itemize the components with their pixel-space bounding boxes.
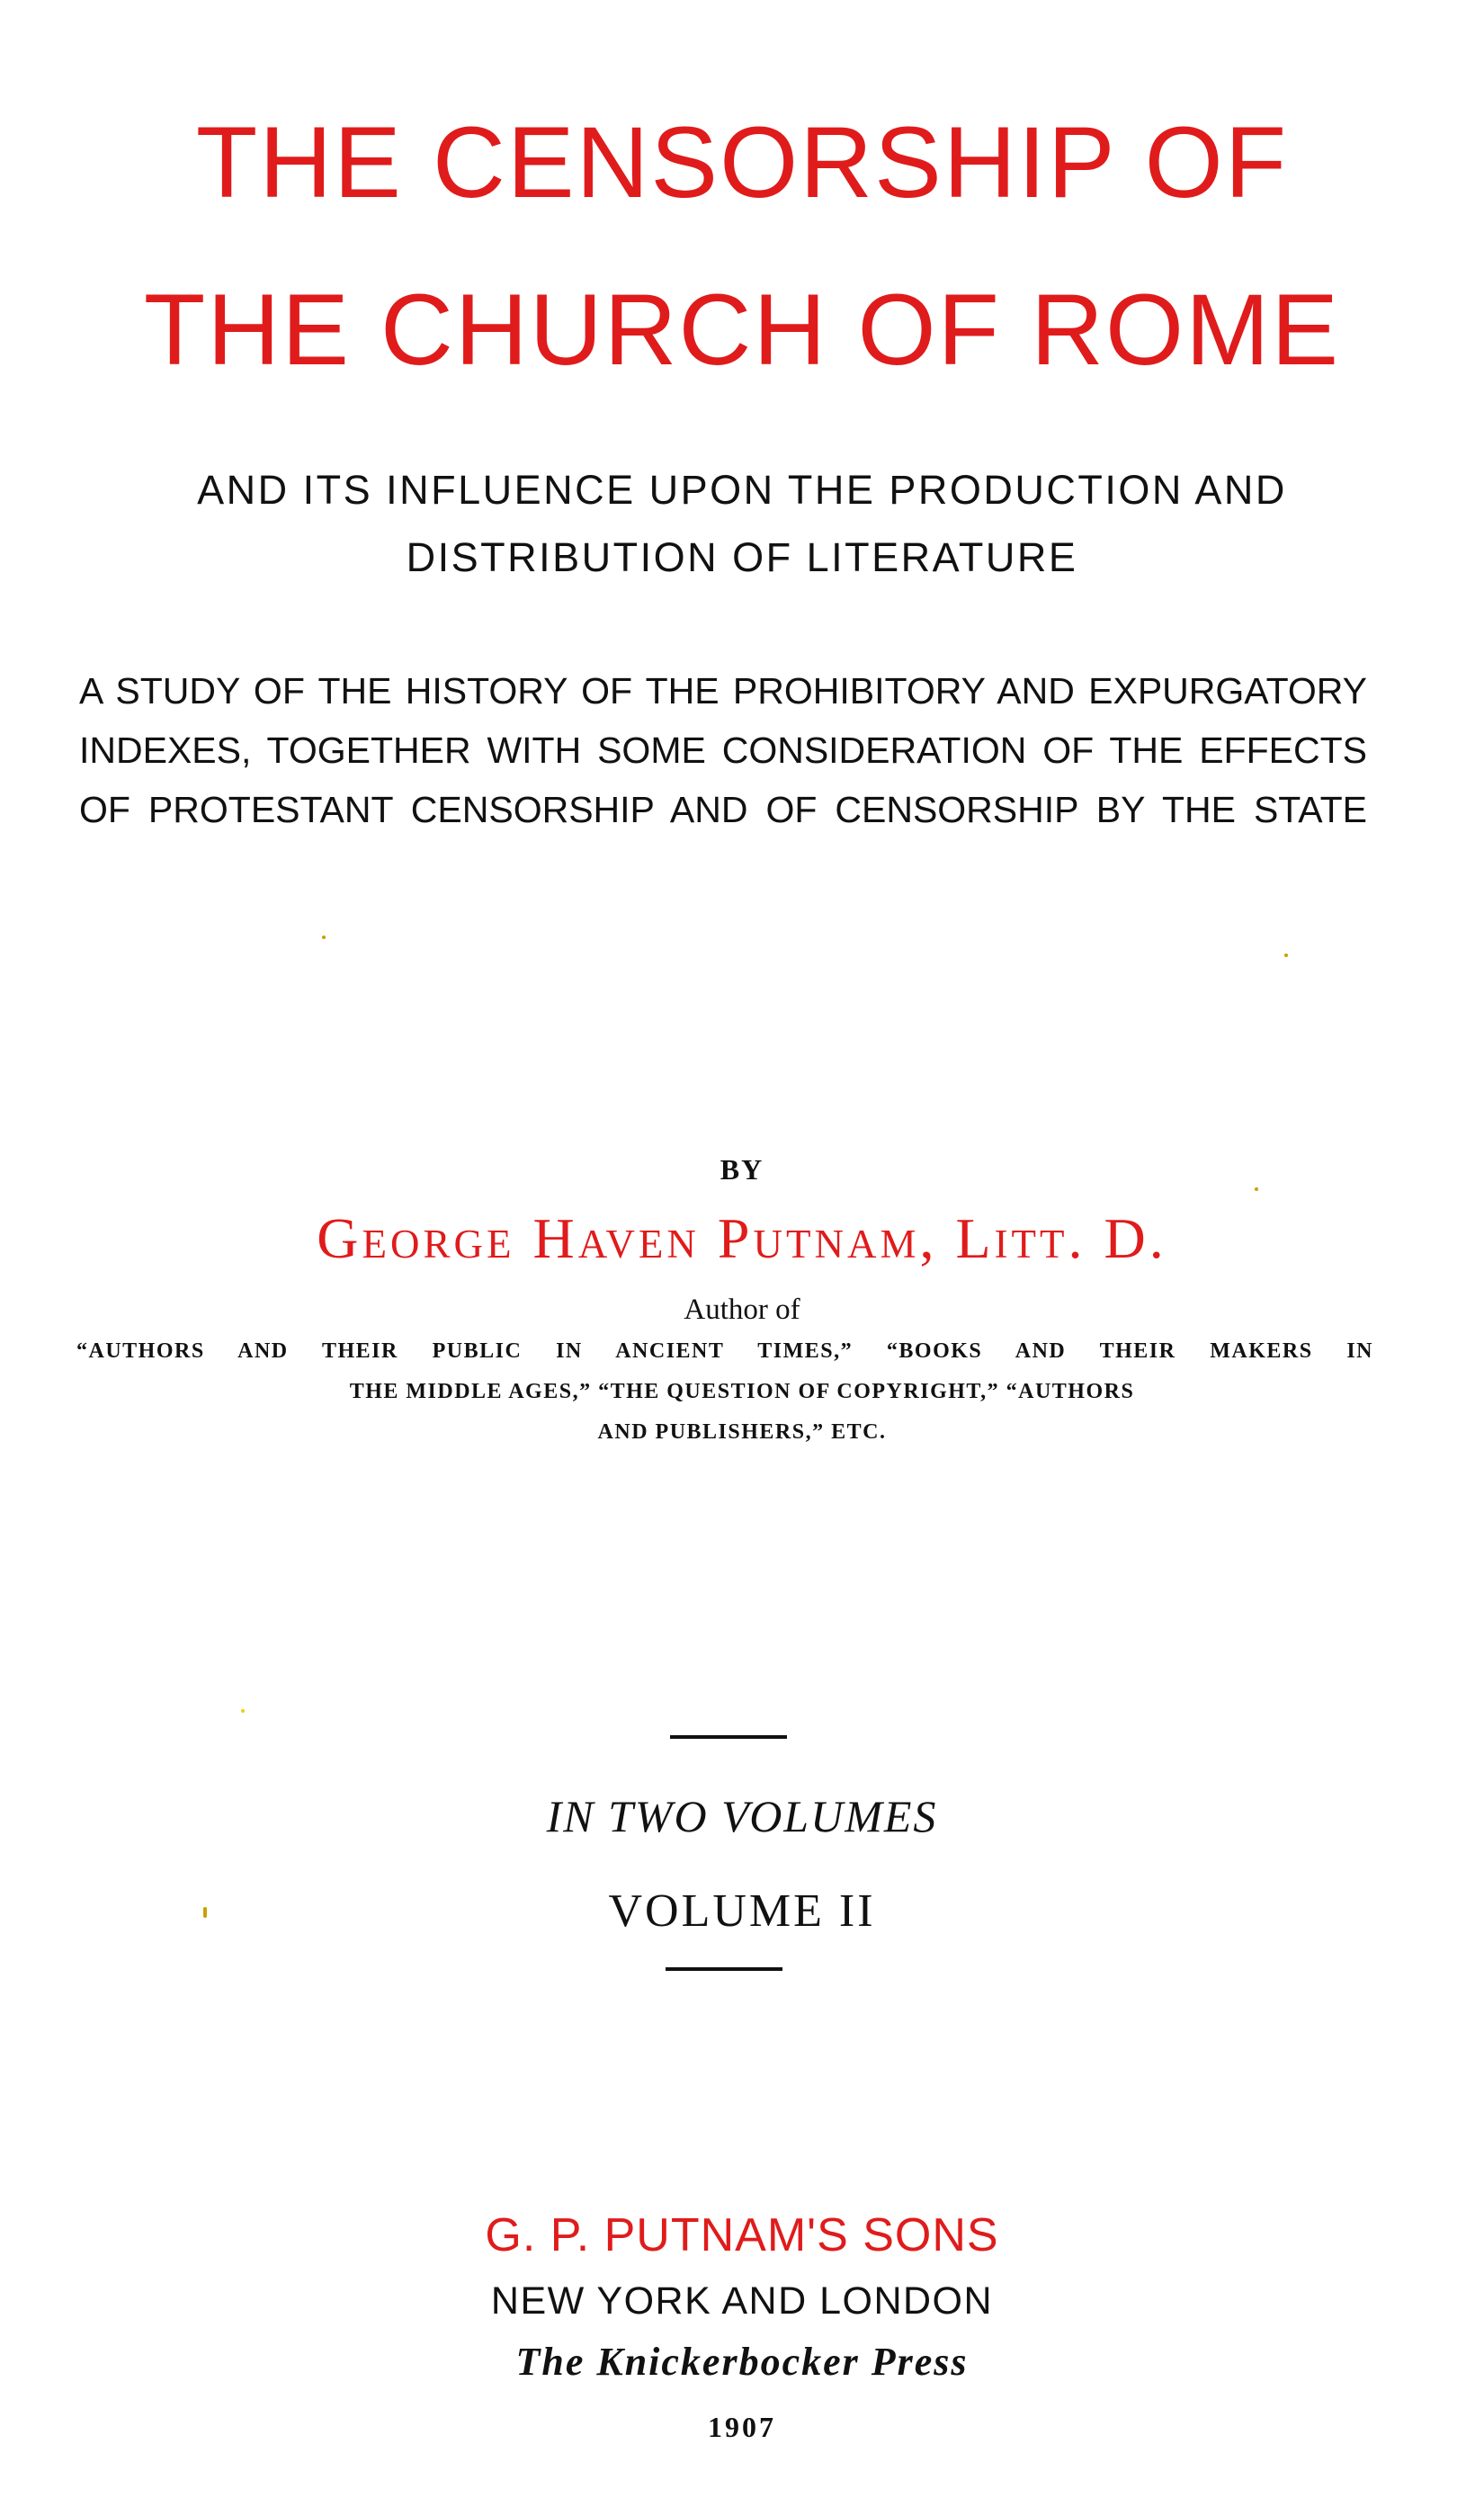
paper-speck <box>203 1907 207 1918</box>
paper-speck <box>322 936 326 939</box>
by-label: BY <box>720 1153 764 1186</box>
works-line-1: “AUTHORS AND THEIR PUBLIC IN ANCIENT TIMES,” “BOOKS AND THEIR MAKERS IN <box>76 1339 1373 1363</box>
publisher-name: G. P. PUTNAM'S SONS <box>485 2209 999 2261</box>
volume-number: VOLUME II <box>608 1885 876 1937</box>
author-of-label: Author of <box>684 1294 800 1326</box>
divider-rule-bottom <box>666 1967 782 1971</box>
author-name: George Haven Putnam, Litt. D. <box>317 1206 1167 1270</box>
study-line-3: OF PROTESTANT CENSORSHIP AND OF CENSORSHIP BY THE STATE <box>79 789 1367 830</box>
paper-speck <box>1284 954 1288 957</box>
study-line-1: A STUDY OF THE HISTORY OF THE PROHIBITORY AND EXPURGATORY <box>79 670 1367 712</box>
subtitle-line-1: AND ITS INFLUENCE UPON THE PRODUCTION AND <box>197 467 1287 513</box>
works-line-2: THE MIDDLE AGES,” “THE QUESTION OF COPYRIGHT,” “AUTHORS <box>349 1380 1135 1403</box>
works-line-3: AND PUBLISHERS,” ETC. <box>597 1420 887 1444</box>
divider-rule-top <box>670 1735 787 1739</box>
subtitle-line-2: DISTRIBUTION OF LITERATURE <box>406 534 1078 580</box>
paper-speck <box>241 1709 245 1713</box>
title-line-1: THE CENSORSHIP OF <box>195 106 1289 219</box>
press-name: The Knickerbocker Press <box>515 2340 969 2384</box>
title-line-2: THE CHURCH OF ROME <box>143 273 1341 386</box>
paper-speck <box>1255 1187 1258 1191</box>
volume-set-label: IN TWO VOLUMES <box>546 1791 938 1841</box>
publication-year: 1907 <box>708 2411 776 2443</box>
publisher-place: NEW YORK AND LONDON <box>490 2279 994 2323</box>
study-line-2: INDEXES, TOGETHER WITH SOME CONSIDERATION OF THE EFFECTS <box>79 730 1367 771</box>
